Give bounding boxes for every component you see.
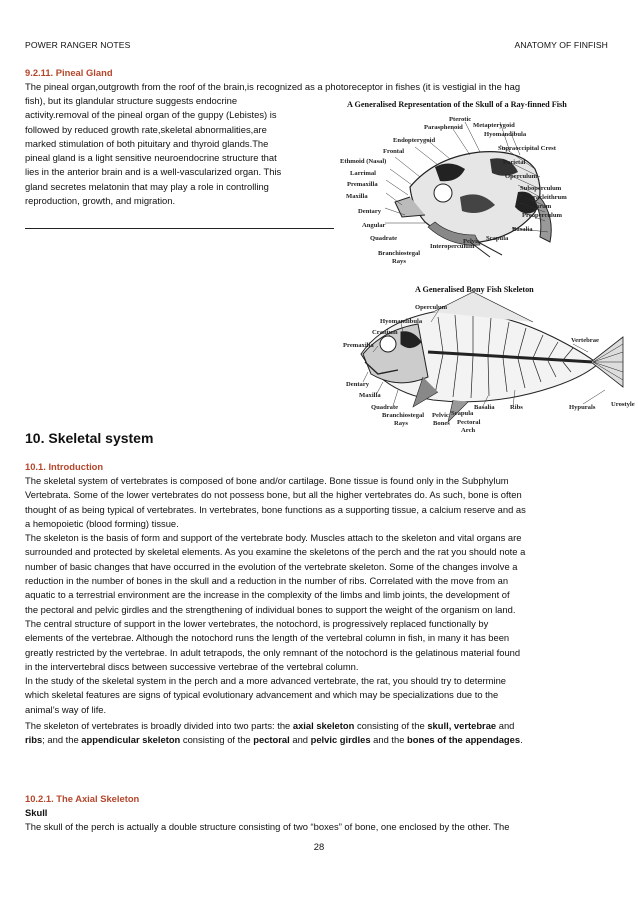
intro-line: thought of as being typical of vertebrates. In vertebrates, bone functions as a supporting tissue, a calcium reserve and as — [25, 503, 526, 515]
bold-term: axial skeleton — [292, 720, 355, 731]
intro-line: surrounded and protected by skeletal elements. As you examine the skeletons of the perch and the rat you should note a — [25, 546, 526, 558]
svg-text:Branchiostegal: Branchiostegal — [382, 412, 425, 419]
svg-text:Hypurals: Hypurals — [569, 404, 596, 411]
header-right: ANATOMY OF FINFISH — [514, 40, 608, 50]
pineal-line: marked stimulation of both pituitary and thyroid glands.The — [25, 137, 269, 149]
pineal-line: followed by reduced growth rate,skeletal abnormalities,are — [25, 123, 267, 135]
skeleton-drawing — [361, 292, 623, 422]
intro-line: Vertebrata. Some of the lower vertebrates do not possess bone, but all the higher vertebrates do. As such, bone is often — [25, 489, 522, 501]
svg-text:Frontal: Frontal — [383, 148, 405, 155]
skeleton-figure-title: A Generalised Bony Fish Skeleton — [415, 285, 534, 294]
pineal-line: gland secretes melatonin that may play a role in controlling — [25, 180, 269, 192]
intro-line: In the study of the skeletal system in the perch and a more advanced vertebrate, the rat, you should try to determine — [25, 675, 506, 687]
svg-text:Basalia: Basalia — [474, 404, 495, 411]
bold-term: bones of the appendages — [407, 734, 521, 745]
pineal-line: lies in the anterior brain and is a well-vascularized organ. This — [25, 166, 282, 178]
intro-heading: 10.1. Introduction — [25, 461, 104, 472]
svg-text:Quadrate: Quadrate — [370, 235, 398, 242]
skull-subheading: Skull — [25, 807, 48, 818]
pineal-heading: 9.2.11. Pineal Gland — [25, 67, 113, 78]
svg-text:Premaxilla: Premaxilla — [347, 181, 378, 188]
svg-text:Pelvis: Pelvis — [463, 238, 480, 245]
svg-text:Pelvic: Pelvic — [432, 412, 449, 419]
svg-text:Maxilla: Maxilla — [359, 392, 381, 399]
text-run: The skeleton of vertebrates is broadly divided into two parts: the — [25, 720, 293, 731]
intro-line: reduction in the number of bones in the skull and a reduction in the number of ribs. Correlated with the move from an — [25, 575, 509, 587]
svg-text:Arch: Arch — [461, 427, 476, 432]
intro-line: The skeletal system of vertebrates is composed of bone and/or cartilage. Bone tissue is found only in the Subphylum — [25, 475, 509, 486]
svg-text:Parietal: Parietal — [503, 159, 526, 166]
svg-text:Branchiostegal: Branchiostegal — [378, 250, 421, 257]
section-divider — [25, 228, 334, 229]
bold-term: appendicular skeleton — [81, 734, 181, 745]
svg-text:Hyomandibula: Hyomandibula — [484, 131, 527, 138]
intro-body — [25, 474, 625, 717]
svg-text:Urostyle: Urostyle — [611, 401, 635, 408]
bold-term: pectoral — [253, 734, 290, 745]
svg-text:Hyomandibula: Hyomandibula — [380, 318, 423, 325]
svg-text:Preoperculum: Preoperculum — [522, 212, 563, 219]
svg-text:Cleithrum: Cleithrum — [522, 203, 552, 210]
svg-text:Ribs: Ribs — [510, 404, 523, 411]
intro-line: The central structure of support in the lower vertebrates, the notochord, is progressively replaced functionally by — [25, 617, 489, 629]
svg-text:Metapterygoid: Metapterygoid — [473, 122, 515, 129]
svg-text:Ethmoid (Nasal): Ethmoid (Nasal) — [340, 158, 387, 165]
svg-text:Quadrate: Quadrate — [371, 404, 399, 411]
text-run: and the — [370, 734, 408, 745]
skull-text: The skull of the perch is actually a double structure consisting of two “boxes” of bone, one enclosed by the other. The — [25, 821, 510, 832]
svg-text:Larrimal: Larrimal — [350, 170, 377, 177]
axial-heading: 10.2.1. The Axial Skeleton — [25, 793, 140, 804]
svg-text:Premaxilla: Premaxilla — [343, 342, 374, 349]
pineal-line: reproduction, growth, and migration. — [25, 195, 176, 207]
intro-line: number of basic changes that have occurred in the evolution of the vertebrate skeleton. Some of the changes involve a — [25, 560, 518, 572]
svg-text:Pectoral: Pectoral — [457, 419, 481, 426]
svg-text:Scapula: Scapula — [451, 410, 474, 417]
skeleton-division-line2 — [25, 733, 625, 747]
skull-figure-title: A Generalised Representation of the Skull of a Ray-finned Fish — [347, 100, 567, 109]
intro-line: the pectoral and pelvic girdles and the strengthening of individual bones to support the weight of the organism on land. — [25, 603, 516, 615]
pineal-line1: The pineal organ,outgrowth from the roof of the brain,is recognized as a photoreceptor in fishes (it is vestigial in the hag — [25, 81, 521, 92]
text-run: . — [520, 734, 523, 745]
header-left: POWER RANGER NOTES — [25, 40, 131, 50]
svg-text:Interoperculum: Interoperculum — [430, 243, 475, 250]
bold-term: skull, vertebrae — [427, 720, 497, 731]
skeleton-division-line1 — [25, 719, 625, 733]
svg-text:Bones: Bones — [433, 420, 450, 427]
svg-text:Parasphenoid: Parasphenoid — [424, 124, 463, 131]
text-run: and — [289, 734, 311, 745]
svg-text:Cranium: Cranium — [372, 329, 398, 336]
skeletal-heading: 10. Skeletal system — [25, 430, 154, 446]
svg-text:Rays: Rays — [394, 420, 408, 427]
svg-text:Pterotic: Pterotic — [449, 116, 472, 123]
pineal-line: pineal gland is a light sensitive neuroendocrine structure that — [25, 152, 277, 164]
svg-text:Rays: Rays — [392, 258, 406, 265]
svg-text:Suboperculum: Suboperculum — [520, 185, 562, 192]
intro-line: which skeletal features are signs of typical evolutionary advancement and which may be specializations due to the — [25, 689, 499, 701]
svg-text:Endopterygoid: Endopterygoid — [393, 137, 436, 144]
text-run: consisting of the — [354, 720, 428, 731]
intro-line: a hemopoietic (blood forming) tissue. — [25, 517, 179, 529]
skeleton-figure — [343, 282, 638, 432]
pineal-body — [25, 94, 345, 208]
page-number: 28 — [313, 841, 325, 852]
intro-line: greatly restricted by the vertebrae. In adult tetrapods, the only remnant of the notochord is the gelatinous material found — [25, 646, 521, 658]
svg-text:Maxilla: Maxilla — [346, 193, 368, 200]
text-run: ; and the — [42, 734, 82, 745]
bold-term: pelvic girdles — [310, 734, 371, 745]
svg-text:Operculum: Operculum — [415, 304, 448, 311]
intro-line: in the intervertebral discs between successive vertebrae of the vertebral column. — [25, 660, 359, 672]
svg-text:Dentary: Dentary — [358, 208, 382, 215]
skull-figure — [340, 97, 625, 265]
intro-line: animal’s way of life. — [25, 703, 107, 715]
bold-term: ribs — [25, 734, 43, 745]
svg-text:Supraoccipital Crest: Supraoccipital Crest — [498, 145, 556, 152]
svg-text:Basalia: Basalia — [512, 226, 533, 233]
pineal-line: fish), but its glandular structure suggests endocrine — [25, 95, 238, 106]
svg-text:Dentary: Dentary — [346, 381, 370, 388]
intro-line: aquatic to a terrestrial environment are the increase in the complexity of the limbs and limb joints, the development of — [25, 589, 510, 601]
text-run: consisting of the — [180, 734, 254, 745]
svg-text:Angular: Angular — [362, 222, 386, 229]
svg-text:Scapula: Scapula — [486, 235, 509, 242]
pineal-line: activity.removal of the pineal organ of the guppy (Lebistes) is — [25, 109, 277, 121]
intro-line: The skeleton is the basis of form and support of the vertebrate body. Muscles attach to the skeleton and vital organs are — [25, 532, 522, 544]
svg-text:Operculum: Operculum — [505, 173, 538, 180]
svg-text:Supracleithrum: Supracleithrum — [522, 194, 567, 201]
intro-line: elements of the vertebrae. Although the notochord runs the length of the vertebral column in fish, in many it has been — [25, 632, 510, 644]
text-run: and — [496, 720, 515, 731]
svg-text:Vertebrae: Vertebrae — [571, 337, 599, 344]
